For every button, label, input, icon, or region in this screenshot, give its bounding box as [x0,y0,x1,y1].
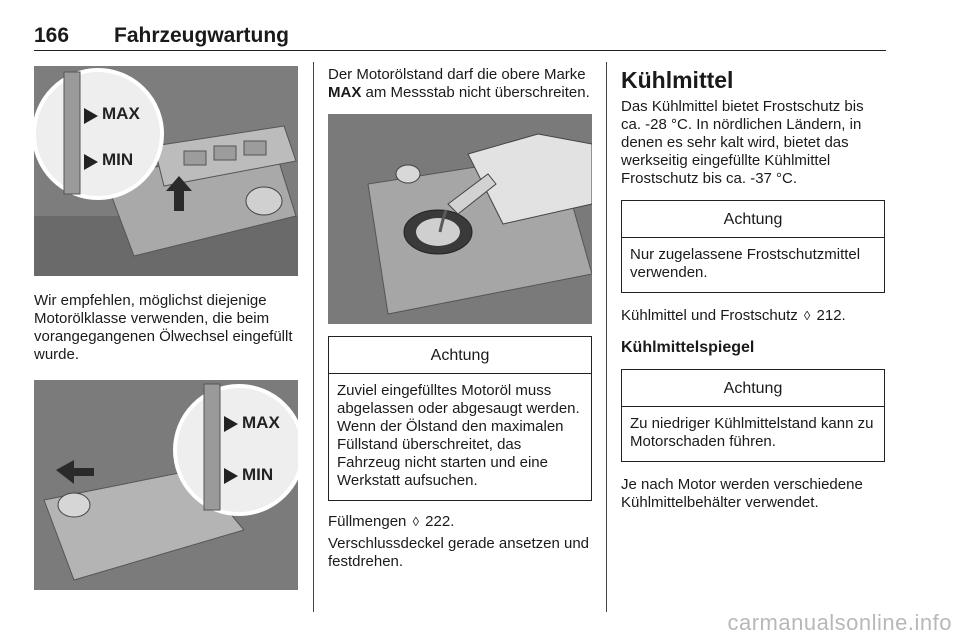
oil-recommendation-text: Wir empfehlen, möglichst diejenige Motorölklasse verwenden, die beim vorangegangenen Ölwechsel eingefüllt wurde. [34,292,293,363]
column-divider [313,62,314,612]
column-right [621,66,885,512]
section-title: Fahrzeugwartung [114,24,290,47]
callout-title: Achtung [329,337,591,374]
callout-body: Zu niedriger Kühlmittelstand kann zu Motorschaden führen. [630,415,874,450]
coolant-reference-text: Kühlmittel und Frostschutz ◊ 212. [621,307,846,324]
page-header [34,20,886,51]
watermark: carmanualsonline.info [727,610,952,635]
engine-dipstick-figure [34,66,298,276]
coolant-heading: Kühlmittel [621,67,734,93]
warning-callout [621,200,885,293]
oil-filler-figure [34,380,298,590]
callout-title: Achtung [622,370,884,407]
column-left [34,66,298,590]
warning-callout [621,369,885,462]
coolant-level-subheading: Kühlmittelspiegel [621,339,755,356]
callout-body: Zuviel eingefülltes Motoröl muss abgelassen oder abgesaugt werden. Wenn der Ölstand den maximalen Füllstand überschreitet, das Fahrzeug nicht starten und eine Werkstatt aufsuchen. [337,382,580,489]
oil-pouring-illustration [328,114,592,324]
min-label: MIN [102,150,134,169]
max-mark: MAX [328,84,362,101]
engine-illustration [34,66,298,276]
min-label: MIN [242,465,274,484]
callout-title: Achtung [622,201,884,238]
page-reference-icon: ◊ [412,514,419,529]
max-label: MAX [102,104,140,123]
coolant-container-text: Je nach Motor werden verschiedene Kühlmittelbehälter verwendet. [621,476,863,511]
oil-filling-figure [328,114,592,324]
oil-level-text: Der Motorölstand darf die obere Marke MAX am Messstab nicht überschreiten. [328,66,590,101]
max-label: MAX [242,413,280,432]
page-number: 166 [34,24,70,47]
coolant-intro-text: Das Kühlmittel bietet Frostschutz bis ca. -28 °C. In nördlichen Ländern, in denen es sehr kalt wird, bietet das werkseitig eingefüllte Kühlmittel Frostschutz bis ca. -37 °C. [621,98,864,187]
cap-instruction-text: Verschlussdeckel gerade ansetzen und festdrehen. [328,535,590,570]
warning-callout [328,336,592,501]
page-reference-icon: ◊ [803,308,811,323]
column-middle [328,66,592,571]
engine-cover-illustration [34,380,298,590]
fill-quantities-text: Füllmengen ◊ 222. [328,513,455,530]
column-divider [606,62,607,612]
callout-body: Nur zugelassene Frostschutzmittel verwenden. [630,246,861,281]
